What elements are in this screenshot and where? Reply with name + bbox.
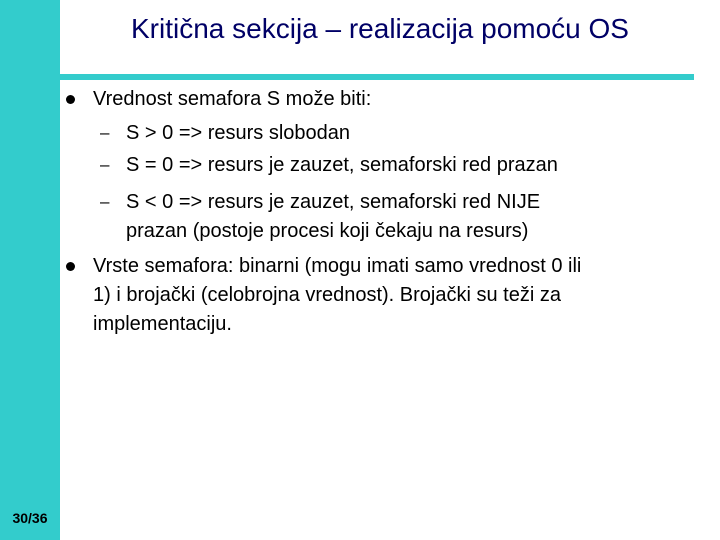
dash-icon: –: [100, 123, 110, 142]
dash-icon: –: [100, 192, 110, 211]
bullet-2-line-3: implementaciju.: [93, 313, 232, 335]
bullet-icon: [66, 262, 75, 271]
left-accent-bar: [0, 0, 60, 540]
subitem-2-line-1: S = 0 => resurs je zauzet, semaforski red prazan: [126, 154, 558, 176]
subitem-1-line-1: S > 0 => resurs slobodan: [126, 122, 351, 144]
subitem-3-line-2: prazan (postoje procesi koji čekaju na resurs): [126, 220, 529, 242]
bullet-icon: [66, 95, 75, 104]
slide-title: Kritična sekcija – realizacija pomoću OS: [131, 13, 629, 44]
bullet-2-line-1: Vrste semafora: binarni (mogu imati samo vrednost 0 ili: [93, 255, 582, 277]
slide-number: 30/36: [12, 510, 48, 526]
title-underline: [60, 74, 694, 80]
subitem-3-line-1: S < 0 => resurs je zauzet, semaforski red NIJE: [126, 191, 541, 213]
bullet-1-line-1: Vrednost semafora S može biti:: [93, 88, 372, 110]
dash-icon: –: [100, 155, 110, 174]
bullet-2-line-2: 1) i brojački (celobrojna vrednost). Brojački su teži za: [93, 284, 561, 306]
